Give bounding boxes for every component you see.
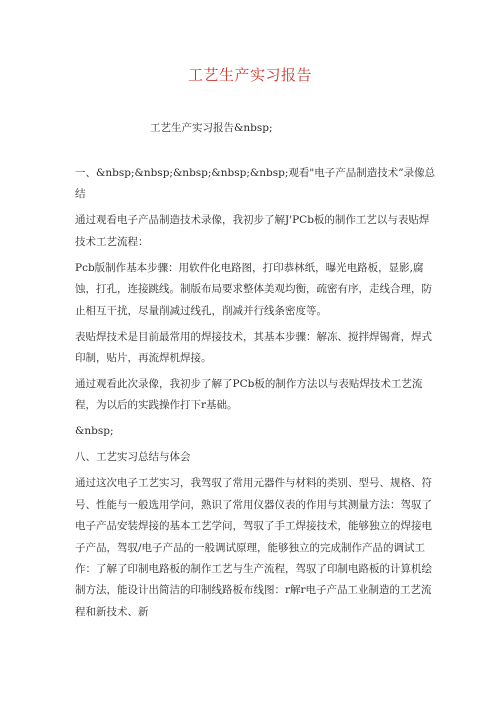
body-paragraph: 通过观看电子产品制造技术录像，我初步了解J'PCb板的制作工艺以与表贴焊技术工艺流程：: [75, 214, 430, 248]
body-paragraph: 通过这次电子工艺实习，我驾驭了常用元器件与材料的类别、型号、规格、符号、性能与一般选用学问，熟识了常用仪器仪表的作用与其测量方法：驾驭了电子产品安装焊接的基本工艺学问，驾驭了手工焊接技术，能够独立的焊接电子产品，驾驭/电子产品的一般调试原理，能够独立的完成制作产品的调试工作：了解了印制电路板的制作工艺与生产流程，驾驭了印制电路板的计算机绘制方法，能设计出简洁的印制线路板布线图：r解r电子产品工业制造的工艺流程和新技术、新: [75, 477, 432, 618]
section-heading-video-summary: 一、&nbsp;&nbsp;&nbsp;&nbsp;&nbsp;观看"电子产品制造技术”录像总结: [75, 167, 436, 201]
document-body: [75, 163, 437, 628]
body-paragraph: Pcb版制作基本步骤：用软件化电路图，打印恭林纸，曝光电路板，显影,腐蚀，打孔，连接跳线。制版布局要求整体美观均衡，疏密有序，走线合理，防止相互干扰，尽量削减过线孔，削减并行线条密度等。: [75, 261, 432, 317]
section-heading-summary: 八、工艺实习总结与体会: [75, 451, 191, 464]
body-paragraph: 表贴焊技术是目前最常用的焊接技术，其基本步骤：解冻、搅拌焊锡膏，焊式印制，贴片，再流焊机焊接。: [75, 330, 432, 365]
body-paragraph: &nbsp;: [75, 425, 114, 438]
body-paragraph: 通过观看此次录像，我初步了解了PCb板的制作方法以与表贴焊技术工艺流程，为以后的实践操作打下r基础。: [75, 378, 423, 412]
document-subtitle: 工艺生产实习报告&nbsp;: [150, 122, 273, 134]
document-title: 工艺生产实习报告: [187, 66, 312, 84]
